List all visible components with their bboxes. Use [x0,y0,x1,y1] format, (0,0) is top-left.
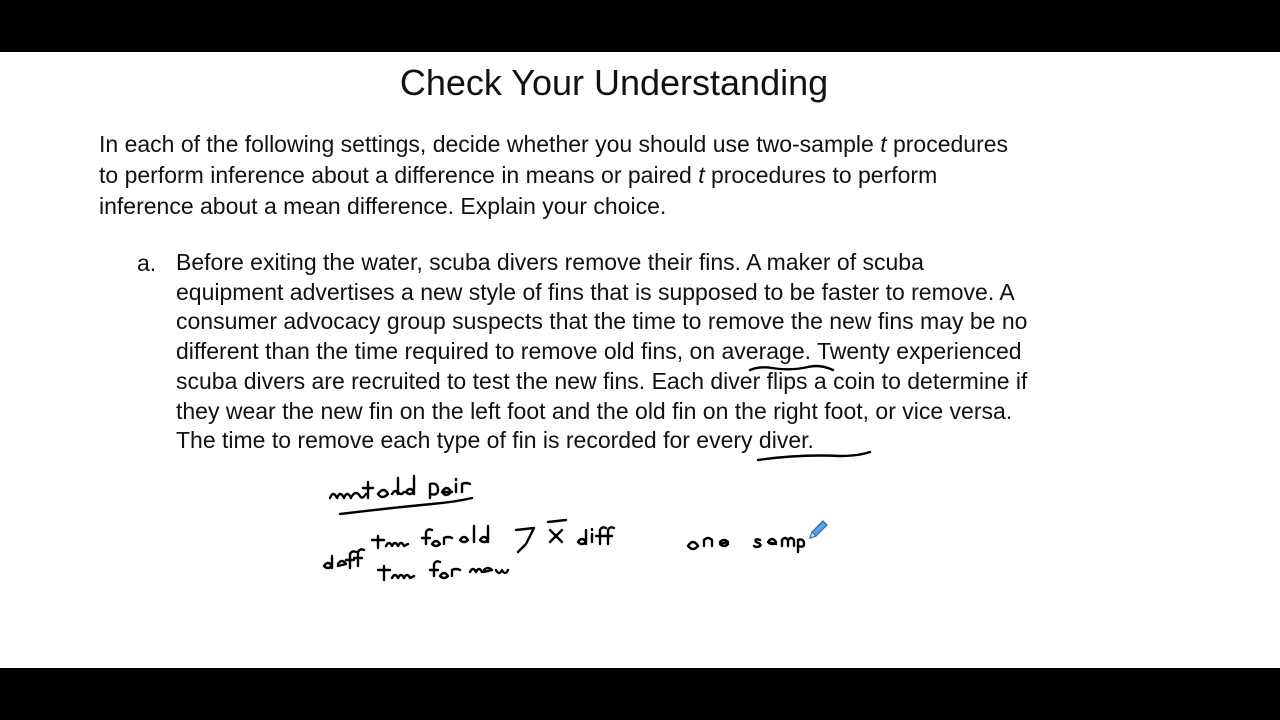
letterbox-top [0,0,1280,52]
item-a-line: equipment advertises a new style of fins that is supposed to be faster to remove. A [176,278,1015,305]
xbar-diff-scribble [548,520,614,544]
slide [0,52,1280,668]
slide-title: Check Your Understanding [399,62,829,103]
pen-icon [806,518,830,542]
item-a-line: different than the time required to remove old fins, on average. Twenty experienced [176,338,1022,365]
item-a-line: Before exiting the water, scuba divers remove their fins. A maker of scuba [176,249,924,275]
item-a-line: they wear the new fin on the left foot and the old fin on the right foot, or vice versa. [176,397,1013,424]
matched-pair-scribble [330,476,470,498]
time-for-new-scribble [378,561,508,580]
item-a-line: scuba divers are recruited to test the new fins. Each diver flips a coin to determine if [176,367,1028,394]
item-a-marker: a. [137,250,157,276]
letterbox-bottom [0,668,1280,720]
bracket-arrow [516,528,534,552]
intro-line-3: inference about a mean difference. Explain your choice. [99,193,667,219]
diff-scribble [324,549,364,568]
intro-paragraph [99,129,1139,222]
underline-matched-pair [340,498,472,514]
time-for-old-scribble [372,526,488,548]
item-a-body [176,248,1156,456]
intro-line-1: In each of the following settings, decide whether you should use two-sample t procedures [99,131,1009,157]
item-a-line: consumer advocacy group suspects that the time to remove the new fins may be no [176,308,1028,335]
one-sample-scribble [688,538,804,552]
intro-line-2: to perform inference about a difference in means or paired t procedures to perform [99,162,938,188]
item-a-line: The time to remove each type of fin is recorded for every diver. [176,427,814,454]
